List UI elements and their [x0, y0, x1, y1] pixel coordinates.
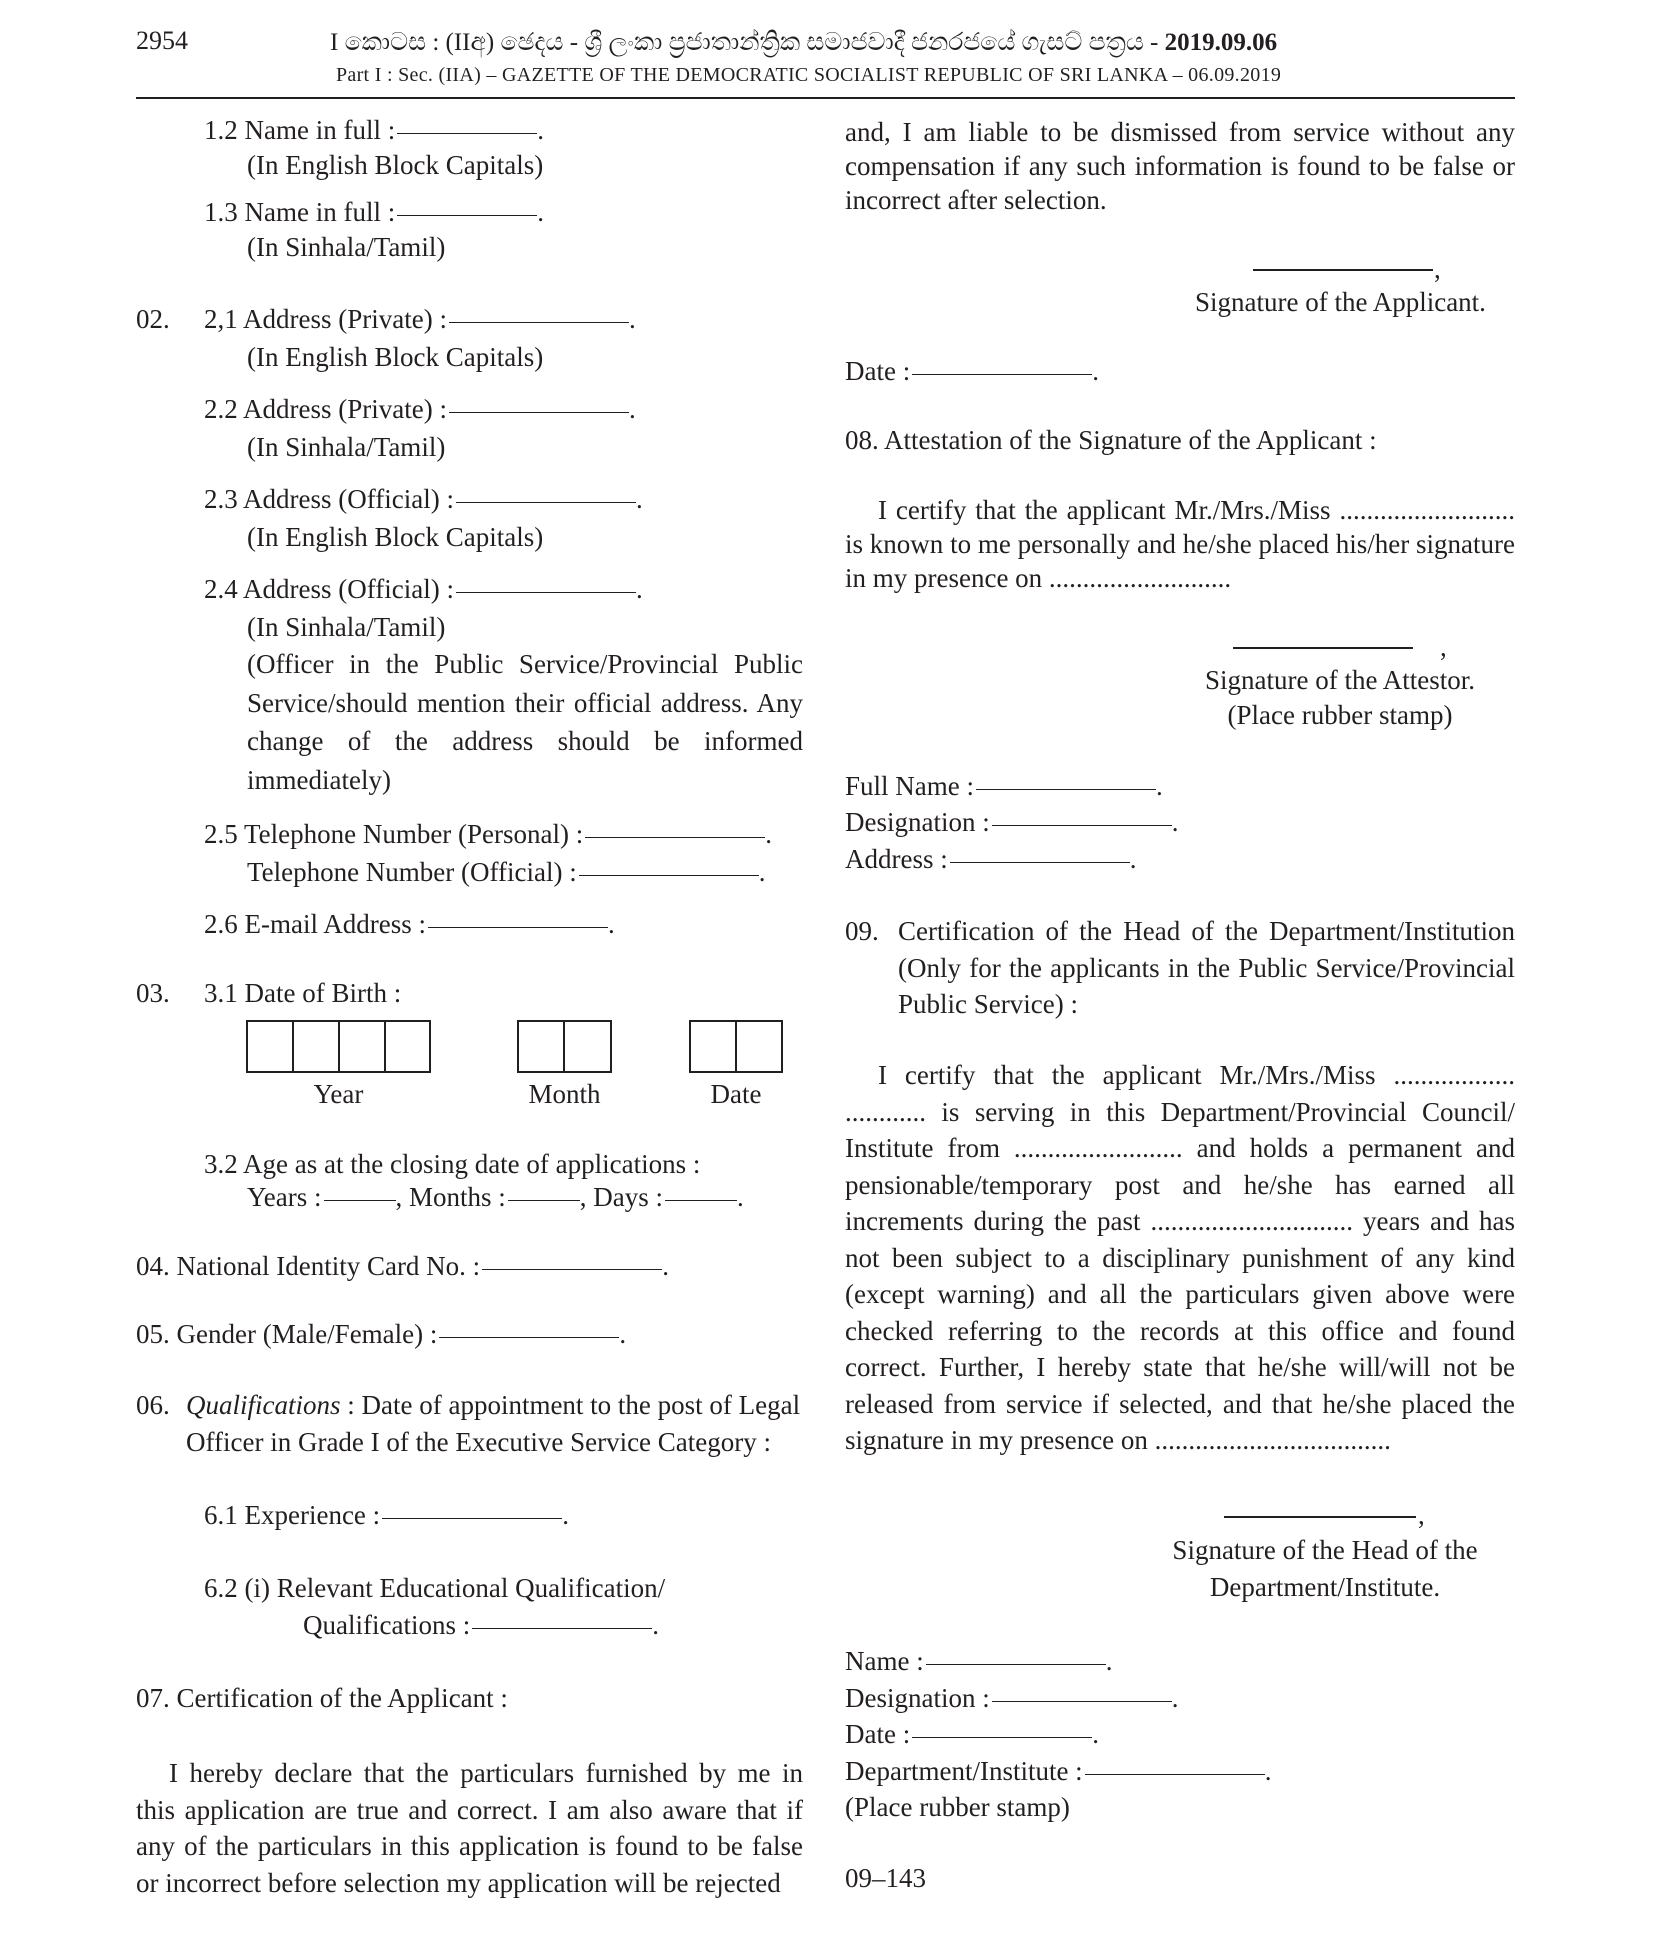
section-06-line1: [186, 1390, 800, 1420]
applicant-date-label: Date :: [845, 356, 911, 386]
section-06-number: 06.: [136, 1390, 170, 1420]
field-2-4-note: (In Sinhala/Tamil): [247, 612, 446, 642]
age-years-blank[interactable]: [324, 1199, 396, 1201]
field-2-4-blank[interactable]: [456, 591, 636, 593]
field-6-2b: Qualifications : .: [303, 1610, 659, 1640]
head-date: Date : .: [845, 1719, 1099, 1749]
section-06-italic: Qualifications: [186, 1390, 341, 1420]
attestor-address-blank[interactable]: [950, 861, 1130, 863]
head-signature-label-2: Department/Institute.: [1209, 1572, 1441, 1602]
section-08-paragraph: I certify that the applicant Mr./Mrs./Miss .......................... is known to me personally and he/she placed his/her signature in my presence on ...........................: [845, 495, 1515, 593]
header-english: Part I : Sec. (IIA) – GAZETTE OF THE DEMOCRATIC SOCIALIST REPUBLIC OF SRI LANKA – 06.09.2019: [336, 64, 1282, 86]
head-department-label: Department/Institute :: [845, 1756, 1083, 1786]
head-rubber-stamp: (Place rubber stamp): [845, 1792, 1070, 1822]
field-2-4: 2.4 Address (Official) : .: [204, 574, 643, 604]
field-2-3-label: 2.3 Address (Official) :: [204, 484, 454, 514]
section-02-number: 02.: [136, 304, 170, 334]
section-09-paragraph: I certify that the applicant Mr./Mrs./Miss .................. ............ is serving in this Department/Provincial Council/ Institute from ......................... and holds a permanent and pensionable/temporary post and he/she has earned all increments during the past .............................. years and has not been subject to a disciplinary punishment of any kind (except warning) and all the particulars given above were checked referring to the records at this office and found correct. Further, I hereby state that he/she will/will not be released from service if selected, and that he/she placed the signature in my presence on ...................................: [845, 1060, 1515, 1455]
field-1-3-blank[interactable]: [397, 214, 537, 216]
attestor-designation-label: Designation :: [845, 807, 990, 837]
age-months-blank[interactable]: [508, 1199, 580, 1201]
field-04-blank[interactable]: [482, 1268, 662, 1270]
field-04-label: 04. National Identity Card No. :: [136, 1251, 481, 1281]
dob-date-boxes[interactable]: [689, 1020, 783, 1073]
dob-month-label: Month: [528, 1079, 601, 1109]
attestor-signature-line[interactable]: [1233, 647, 1413, 649]
field-04: 04. National Identity Card No. : .: [136, 1251, 669, 1281]
field-2-6: 2.6 E-mail Address : .: [204, 909, 615, 939]
applicant-signature-label: Signature of the Applicant.: [1195, 287, 1486, 317]
field-2-5b-label: Telephone Number (Official) :: [247, 857, 577, 887]
head-date-label: Date :: [845, 1719, 911, 1749]
age-days-label: , Days :: [579, 1182, 664, 1212]
attestor-full-name-blank[interactable]: [976, 788, 1156, 790]
applicant-signature-line[interactable]: [1253, 269, 1433, 271]
page-number: 2954: [136, 26, 188, 55]
section-09-title: Certification of the Head of the Department/Institution (Only for the applicants in the Public Service/Provincial Public Service) :: [898, 916, 1515, 1019]
head-signature-comma: ,: [1418, 1500, 1425, 1530]
footer-code: 09–143: [845, 1863, 926, 1893]
field-2-3: 2.3 Address (Official) : .: [204, 484, 643, 514]
dob-year-label: Year: [313, 1079, 364, 1109]
attestor-designation-blank[interactable]: [992, 824, 1172, 826]
dob-date-label: Date: [710, 1079, 762, 1109]
applicant-signature-comma: ,: [1434, 254, 1441, 284]
field-2-2-label: 2.2 Address (Private) :: [204, 394, 447, 424]
field-1-2-note: (In English Block Capitals): [247, 150, 544, 180]
field-2-5: 2.5 Telephone Number (Personal) : .: [204, 819, 773, 849]
head-designation-blank[interactable]: [992, 1700, 1172, 1702]
attestor-signature-label: Signature of the Attestor.: [1205, 665, 1475, 695]
field-2-1-blank[interactable]: [449, 321, 629, 323]
section-06-line2: Officer in Grade I of the Executive Service Category :: [186, 1427, 772, 1457]
head-date-blank[interactable]: [912, 1736, 1092, 1738]
field-2-4-label: 2.4 Address (Official) :: [204, 574, 454, 604]
head-name-blank[interactable]: [926, 1663, 1106, 1665]
field-1-3-label: 1.3 Name in full :: [204, 197, 396, 227]
field-2-3-note: (In English Block Capitals): [247, 522, 544, 552]
head-signature-label-1: Signature of the Head of the: [1172, 1535, 1478, 1565]
age-days-blank[interactable]: [665, 1199, 737, 1201]
field-05: 05. Gender (Male/Female) : .: [136, 1319, 627, 1349]
head-designation: Designation : .: [845, 1683, 1179, 1713]
field-6-1: 6.1 Experience : .: [204, 1500, 569, 1530]
section-03-number: 03.: [136, 978, 170, 1008]
field-6-2: 6.2 (i) Relevant Educational Qualification/: [204, 1573, 666, 1603]
field-05-blank[interactable]: [439, 1336, 619, 1338]
applicant-date: Date : .: [845, 356, 1099, 386]
section-06-rest: : Date of appointment to the post of Legal: [340, 1390, 801, 1420]
field-2-3-blank[interactable]: [456, 501, 636, 503]
section-08-title: 08. Attestation of the Signature of the Applicant :: [845, 425, 1377, 455]
header-sinhala: [330, 27, 1277, 59]
field-2-6-label: 2.6 E-mail Address :: [204, 909, 426, 939]
applicant-declaration-cont: and, I am liable to be dismissed from service without any compensation if any such information is found to be false or incorrect after selection.: [845, 117, 1515, 215]
attestor-address-label: Address :: [845, 844, 948, 874]
field-1-2-label: 1.2 Name in full :: [204, 115, 396, 145]
section-07-title: 07. Certification of the Applicant :: [136, 1683, 508, 1713]
age-months-label: , Months :: [395, 1182, 506, 1212]
field-6-2b-label: Qualifications :: [303, 1610, 471, 1640]
field-2-5b: Telephone Number (Official) : .: [247, 857, 766, 887]
attestor-full-name: Full Name : .: [845, 771, 1163, 801]
field-1-2-blank[interactable]: [397, 132, 537, 134]
field-2-2-blank[interactable]: [449, 411, 629, 413]
field-2-6-blank[interactable]: [428, 926, 608, 928]
field-3-1-label: 3.1 Date of Birth :: [204, 978, 402, 1008]
field-3-2-label: 3.2 Age as at the closing date of applications :: [204, 1149, 701, 1179]
head-department: Department/Institute : .: [845, 1756, 1272, 1786]
field-2-5-label: 2.5 Telephone Number (Personal) :: [204, 819, 584, 849]
field-2-1: 2,1 Address (Private) : .: [204, 304, 636, 334]
applicant-date-blank[interactable]: [912, 373, 1092, 375]
attestor-rubber-stamp: (Place rubber stamp): [1227, 700, 1453, 730]
field-1-3: 1.3 Name in full : .: [204, 197, 544, 227]
attestor-address: Address : .: [845, 844, 1137, 874]
head-designation-label: Designation :: [845, 1683, 990, 1713]
field-2-2: 2.2 Address (Private) : .: [204, 394, 636, 424]
section-07-paragraph: I hereby declare that the particulars furnished by me in this application are true and correct. I am also aware that if any of the particulars in this application is found to be false or incorrect before selection my application will be rejected: [136, 1758, 803, 1898]
header-sinhala-date: 2019.09.06: [1164, 29, 1278, 56]
field-2-4-paragraph: (Officer in the Public Service/Provincial Public Service/should mention their official address. Any change of the address should be informed immediately): [247, 649, 803, 795]
field-6-1-label: 6.1 Experience :: [204, 1500, 381, 1530]
field-2-1-label: 2,1 Address (Private) :: [204, 304, 447, 334]
header-rule: [136, 97, 1515, 99]
field-1-2: 1.2 Name in full : .: [204, 115, 544, 145]
section-09-number: 09.: [845, 916, 879, 946]
field-2-1-note: (In English Block Capitals): [247, 342, 544, 372]
field-2-5b-blank[interactable]: [579, 874, 759, 876]
head-name: Name : .: [845, 1646, 1113, 1676]
header-sinhala-text: I කොටස : (IIඅ) ඡෙදය - ශ්‍රී ලංකා ප්‍රජාතාන්ත්‍රික සමාජවාදී ජනරජයේ ගැසට් පත්‍රය -: [330, 29, 1165, 56]
dob-month-boxes[interactable]: [517, 1020, 612, 1073]
field-3-2-values: Years : , Months : , Days : .: [247, 1182, 744, 1212]
field-6-2b-blank[interactable]: [472, 1627, 652, 1629]
dob-year-boxes[interactable]: [246, 1020, 431, 1073]
attestor-designation: Designation : .: [845, 807, 1179, 837]
attestor-signature-comma: ,: [1440, 632, 1447, 662]
head-name-label: Name :: [845, 1646, 924, 1676]
head-signature-line[interactable]: [1224, 1516, 1416, 1518]
head-department-blank[interactable]: [1085, 1773, 1265, 1775]
age-years-label: Years :: [247, 1182, 322, 1212]
field-05-label: 05. Gender (Male/Female) :: [136, 1319, 438, 1349]
field-2-5-blank[interactable]: [585, 836, 765, 838]
attestor-full-name-label: Full Name :: [845, 771, 974, 801]
field-1-3-note: (In Sinhala/Tamil): [247, 232, 446, 262]
field-2-2-note: (In Sinhala/Tamil): [247, 432, 446, 462]
field-6-1-blank[interactable]: [382, 1517, 562, 1519]
